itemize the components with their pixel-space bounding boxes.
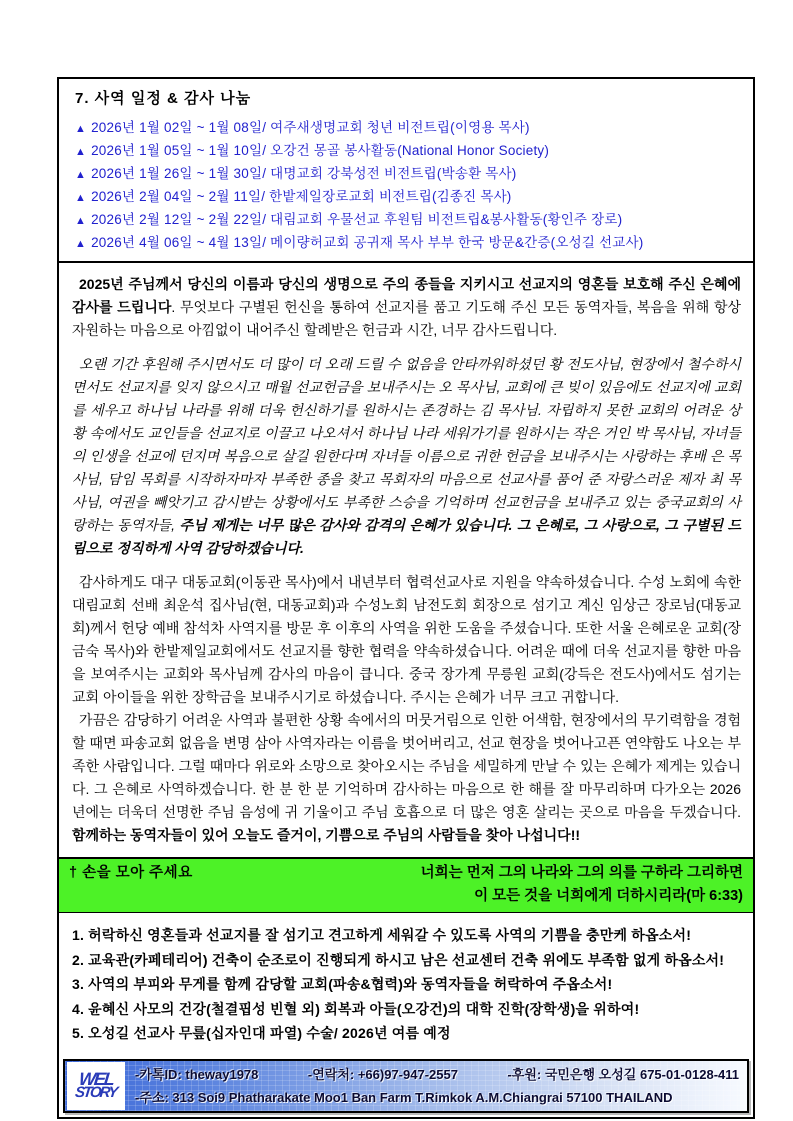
supporters-paragraph-text: 오랜 기간 후원해 주시면서도 더 많이 더 오래 드릴 수 없음을 안타까워하셨던 황 전도사님, 현장에서 철수하시면서도 선교지를 잊지 않으시고 매월 선교헌금을 보내주시는 오 목사님, 교회에 큰 빚이 있음에도 선교지에 교회를 세우고 하나님 나라를 위해 더욱 헌신하기를 원하시는 존경하는 김 목사님. 자립하지 못한 교회의 어려운 상황 속에서도 교인들을 선교지로 이끌고 나오셔서 하나님 나라 세워가기를 원하시는 작은 거인 박 목사님, 자녀들의 인생을 선교에 던지며 복음으로 살길 원한다며 자녀들 이름으로 귀한 헌금을 보내주시는 사랑하는 후배 은 목사님, 담임 목회를 시작하자마자 부족한 종을 찾고 목회자의 마음으로 선교사를 품어 준 자랑스러운 제자 최 목사님, 여권을 빼앗기고 감시받는 상황에서도 부족한 스승을 기억하며 선교헌금을 보내주고 있는 중국교회의 사랑하는 동역자들, (72, 356, 741, 533)
schedule-item (75, 232, 739, 255)
thanks-paragraph-bold: 2025년 주님께서 당신의 이름과 당신의 생명으로 주의 종들을 지키시고 선교지의 영혼들 보호해 주신 은혜에 감사를 드립니다 (72, 276, 741, 315)
schedule-item (75, 117, 739, 140)
footer-section (59, 1054, 753, 1117)
triangle-bullet-icon: ▲ (75, 169, 87, 181)
section-title: 7. 사역 일정 & 감사 나눔 (75, 90, 252, 107)
thanks-paragraph (72, 273, 741, 342)
address: -주소: 313 Soi9 Phatharakate Moo1 Ban Farm T.Rimkok A.M.Chiangrai 57100 THAILAND (135, 1089, 673, 1105)
prayer-item: 1. 허락하신 영혼들과 선교지를 잘 섬기고 견고하게 세워갈 수 있도록 사역의 기쁨을 충만케 하옵소서! (72, 927, 692, 943)
footer-contact-bar (63, 1059, 749, 1113)
triangle-bullet-icon: ▲ (75, 215, 87, 227)
footer-line2 (135, 1086, 739, 1109)
kakao-id: -카톡ID: theway1978 (135, 1066, 259, 1082)
schedule-item-text: 2026년 1월 05일 ~ 1월 10일/ 오강건 몽골 봉사활동(National Honor Society) (91, 143, 550, 158)
triangle-bullet-icon: ▲ (75, 238, 87, 250)
triangle-bullet-icon: ▲ (75, 123, 87, 135)
prayer-list-section (59, 913, 753, 1054)
supporters-paragraph (72, 353, 741, 560)
prayer-item: 2. 교육관(카페테리어) 건축이 순조로이 진행되게 하시고 남은 선교센터 건축 위에도 부족함 없게 하옵소서! (72, 951, 725, 968)
footer-text (125, 1062, 747, 1110)
schedule-item (75, 186, 739, 209)
triangle-bullet-icon: ▲ (75, 146, 87, 158)
reflection-paragraph (72, 709, 741, 847)
reflection-paragraph-bold: 함께하는 동역자들이 있어 오늘도 즐거이, 기쁨으로 주님의 사람들을 찾아 나섭니다!! (72, 827, 581, 843)
cooperation-paragraph: 감사하게도 대구 대동교회(이동관 목사)에서 내년부터 협력선교사로 지원을 약속하셨습니다. 수성 노회에 속한 대림교회 선배 최운석 집사님(현, 대동교회)과 수성노회 남전도회 회장으로 섬기고 계신 임상근 장로님(대동교회)께서 헌당 예배 참석차 사역지를 방문 후 이후의 사역을 위한 도움을 주셨습니다. 또한 서울 은혜로운 교회(장금숙 목사)와 한밭제일교회에서도 선교지를 향한 협력을 약속하셨습니다. 어려운 때에 더욱 선교지를 향한 마음을 보여주시는 교회와 목사님께 감사의 마음이 큽니다. 중국 장가계 무릉원 교회(강득은 전도사)에서도 섬기는 교회 아이들을 위한 장학금을 보내주시기로 하셨습니다. 주시는 은혜가 너무 크고 귀합니다. (72, 574, 741, 705)
prayer-item: 4. 윤혜신 사모의 건강(철결핍성 빈혈 외) 회복과 아들(오강건)의 대학 진학(장학생)을 위하여! (72, 1000, 640, 1017)
footer-line1 (135, 1063, 739, 1086)
schedule-item-text: 2026년 2월 12일 ~ 2월 22일/ 대림교회 우물선교 후원팀 비전트립&봉사활동(황인주 장로) (91, 212, 623, 227)
schedule-item (75, 209, 739, 232)
schedule-item-text: 2026년 1월 26일 ~ 1월 30일/ 대명교회 강북성전 비전트립(박송환 목사) (91, 166, 517, 181)
logo-text-bottom: STORY (74, 1083, 118, 1101)
prayer-banner (59, 857, 753, 913)
schedule-item (75, 163, 739, 186)
prayer-banner-title: † 손을 모아 주세요 (69, 865, 193, 881)
schedule-item (75, 140, 739, 163)
schedule-item-text: 2026년 1월 02일 ~ 1월 08일/ 여주새생명교회 청년 비전트립(이영용 목사) (91, 120, 530, 135)
support-bank-account: -후원: 국민은행 오성길 675-01-0128-411 (507, 1066, 739, 1082)
prayer-banner-row1 (69, 862, 743, 885)
prayer-banner-row2 (69, 885, 743, 908)
document-frame (57, 77, 755, 1119)
logo-text-top: WEL (78, 1068, 115, 1089)
schedule-item-text: 2026년 2월 04일 ~ 2월 11일/ 한밭제일장로교회 비전트립(김종진 목사) (91, 189, 512, 204)
schedule-item-text: 2026년 4월 06일 ~ 4월 13일/ 메이량허교회 공귀재 목사 부부 한국 방문&간증(오성길 선교사) (91, 235, 644, 250)
schedule-section (59, 79, 753, 261)
thanks-paragraph-rest: . 무엇보다 구별된 헌신을 통하여 선교지를 품고 기도해 주신 모든 동역자들, 복음을 위해 항상 자원하는 마음으로 아낌없이 내어주신 할례받은 헌금과 시간, 너무 감사드립니다. (72, 299, 742, 338)
prayer-item: 3. 사역의 부피와 무게를 함께 감당할 교회(파송&협력)와 동역자들을 허락하여 주옵소서! (72, 976, 613, 992)
triangle-bullet-icon: ▲ (75, 192, 87, 204)
reflection-paragraph-text: 가끔은 감당하기 어려운 사역과 불편한 상황 속에서의 머뭇거림으로 인한 어색함, 현장에서의 무기력함을 경험할 때면 파송교회 없음을 변명 삼아 사역자라는 이름을 벗어버리고, 선교 현장을 벗어나고픈 연약함도 나오는 부족한 사람입니다. 그럴 때마다 위로와 소망으로 찾아오시는 주님을 세밀하게 만날 수 있는 은혜가 제게는 있습니다. 그 은혜로 사역하겠습니다. 한 분 한 분 기억하며 감사하는 마음으로 한 해를 잘 마무리하며 다가오는 2026년에는 더욱더 선명한 주님 음성에 귀 기울이고 주님 호흡으로 더 많은 영혼 살리는 곳으로 마음을 두겠습니다. (72, 712, 741, 820)
prayer-banner-verse-line1: 너희는 먼저 그의 나라와 그의 의를 구하라 그리하면 (420, 865, 743, 881)
body-section (59, 261, 753, 857)
welstory-logo (67, 1062, 125, 1110)
supporters-paragraph-bold: 주님 제게는 너무 많은 감사와 감격의 은혜가 있습니다. 그 은혜로, 그 사랑으로, 그 구별된 드림으로 정직하게 사역 감당하겠습니다. (72, 517, 741, 556)
contact-phone: -연락처: +66)97-947-2557 (307, 1066, 458, 1082)
prayer-banner-verse-line2: 이 모든 것을 너희에게 더하시리라(마 6:33) (474, 888, 743, 904)
prayer-item: 5. 오성길 선교사 무릎(십자인대 파열) 수술/ 2026년 여름 예정 (72, 1025, 451, 1041)
